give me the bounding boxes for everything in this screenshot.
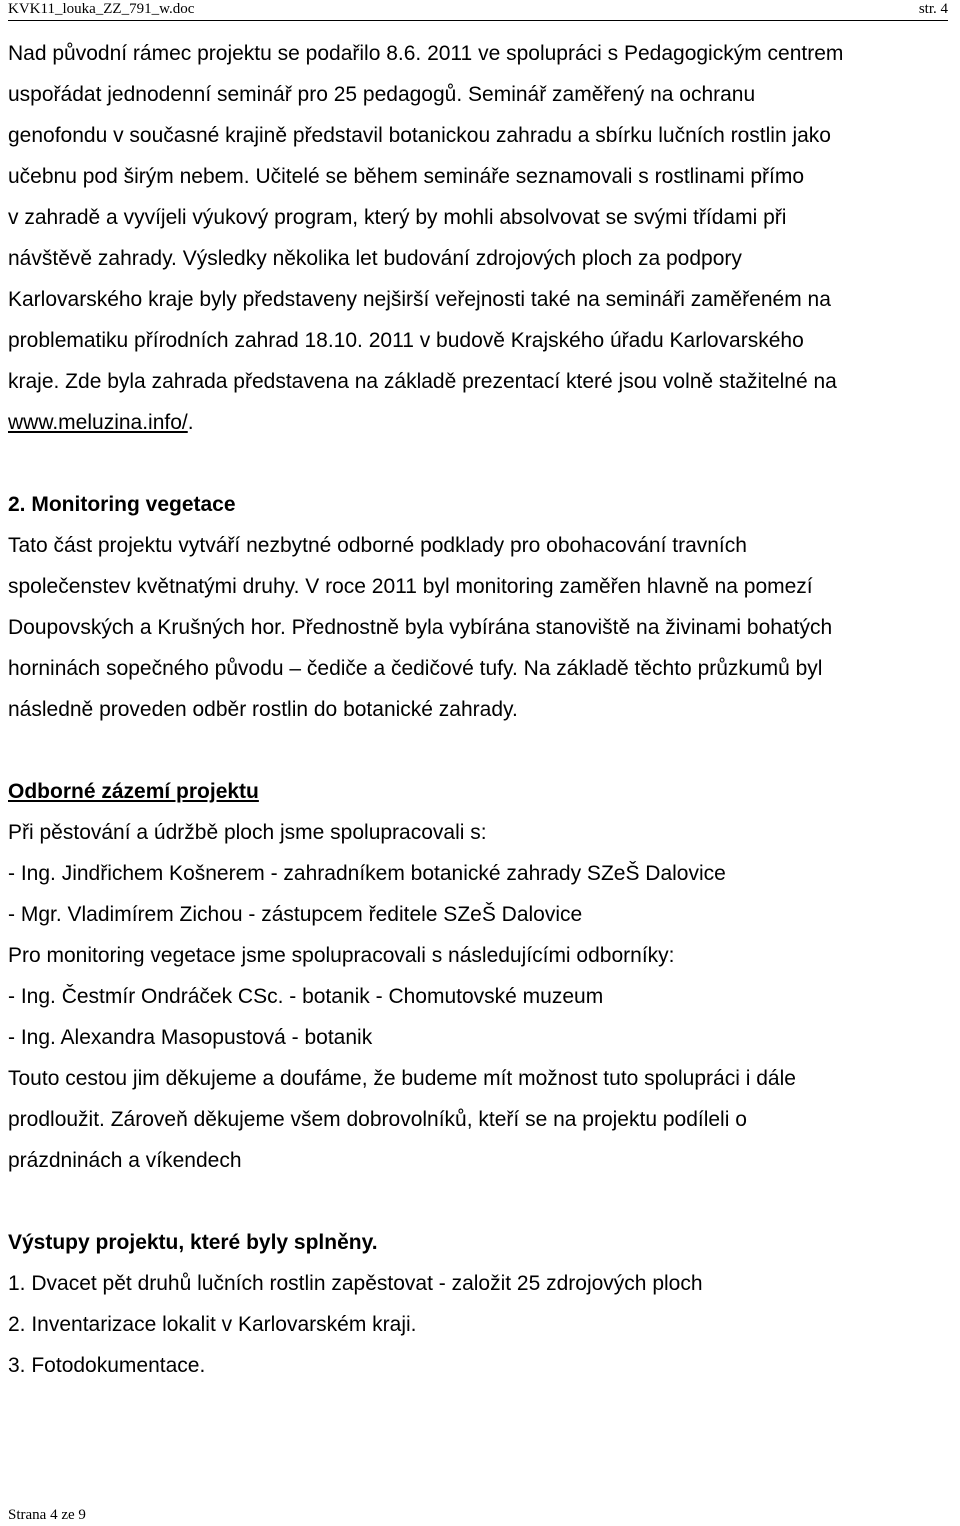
- list-item: 2. Inventarizace lokalit v Karlovarském kraji.: [8, 1313, 417, 1336]
- document-body: [8, 33, 953, 1386]
- link-suffix: .: [187, 411, 194, 434]
- text-line: - Mgr. Vladimírem Zichou - zástupcem ředitele SZeŠ Dalovice: [8, 903, 583, 926]
- text-line: prázdninách a víkendech: [8, 1149, 242, 1172]
- text-line: Touto cestou jim děkujeme a doufáme, že budeme mít možnost tuto spolupráci i dále: [8, 1067, 796, 1090]
- intro-paragraph: [8, 33, 953, 443]
- text-line: Při pěstování a údržbě ploch jsme spolupracovali s:: [8, 821, 487, 844]
- text-line: [8, 402, 953, 443]
- text-line: kraje. Zde byla zahrada představena na základě prezentací které jsou volně stažitelné na: [8, 370, 837, 393]
- section-heading-background: Odborné zázemí projektu: [8, 780, 259, 803]
- text-line: uspořádat jednodenní seminář pro 25 pedagogů. Seminář zaměřený na ochranu: [8, 83, 756, 106]
- text-line: prodloužit. Zároveň děkujeme všem dobrovolníků, kteří se na projektu podíleli o: [8, 1108, 747, 1131]
- list-item: 1. Dvacet pět druhů lučních rostlin zapěstovat - založit 25 zdrojových ploch: [8, 1272, 703, 1295]
- text-line: horninách sopečného původu – čediče a čedičové tufy. Na základě těchto průzkumů byl: [8, 657, 823, 680]
- text-line: následně proveden odběr rostlin do botanické zahrady.: [8, 698, 518, 721]
- outputs-section: [8, 1222, 953, 1386]
- page-footer: Strana 4 ze 9: [8, 1507, 86, 1523]
- meluzina-link[interactable]: www.meluzina.info/: [8, 411, 188, 434]
- text-line: Karlovarského kraje byly představeny nejširší veřejnosti také na semináři zaměřeném na: [8, 288, 831, 311]
- text-line: učebnu pod širým nebem. Učitelé se během semináře seznamovali s rostlinami přímo: [8, 165, 805, 188]
- text-line: návštěvě zahrady. Výsledky několika let budování zdrojových ploch za podpory: [8, 247, 742, 270]
- document-filename: KVK11_louka_ZZ_791_w.doc: [8, 1, 195, 17]
- section-heading-outputs: Výstupy projektu, které byly splněny.: [8, 1231, 378, 1254]
- paragraph-gap: [8, 730, 953, 771]
- text-line: Doupovských a Krušných hor. Přednostně byla vybírána stanoviště na živinami bohatých: [8, 616, 833, 639]
- text-line: Tato část projektu vytváří nezbytné odborné podklady pro obohacování travních: [8, 534, 747, 557]
- text-line: - Ing. Čestmír Ondráček CSc. - botanik - Chomutovské muzeum: [8, 985, 604, 1008]
- section-heading-monitoring: 2. Monitoring vegetace: [8, 493, 236, 516]
- text-line: - Ing. Jindřichem Košnerem - zahradníkem botanické zahrady SZeŠ Dalovice: [8, 862, 726, 885]
- monitoring-section: [8, 484, 953, 730]
- page-header: [8, 0, 948, 21]
- text-line: problematiku přírodních zahrad 18.10. 2011 v budově Krajského úřadu Karlovarského: [8, 329, 804, 352]
- background-section: [8, 771, 953, 1181]
- paragraph-gap: [8, 443, 953, 484]
- text-line: - Ing. Alexandra Masopustová - botanik: [8, 1026, 373, 1049]
- text-line: Pro monitoring vegetace jsme spolupracovali s následujícími odborníky:: [8, 944, 675, 967]
- header-page-number: str. 4: [918, 1, 948, 17]
- text-line: v zahradě a vyvíjeli výukový program, který by mohli absolvovat se svými třídami při: [8, 206, 787, 229]
- text-line: společenstev květnatými druhy. V roce 2011 byl monitoring zaměřen hlavně na pomezí: [8, 575, 813, 598]
- paragraph-gap: [8, 1181, 953, 1222]
- list-item: 3. Fotodokumentace.: [8, 1354, 206, 1377]
- text-line: Nad původní rámec projektu se podařilo 8.6. 2011 ve spolupráci s Pedagogickým centrem: [8, 42, 844, 65]
- text-line: genofondu v současné krajině představil botanickou zahradu a sbírku lučních rostlin jako: [8, 124, 831, 147]
